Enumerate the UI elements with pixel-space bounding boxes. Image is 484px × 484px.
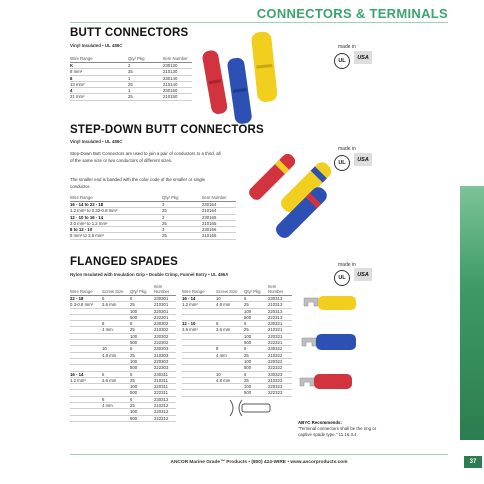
table-cell: 220311 [154,384,176,390]
table-cell: 8 mm² [70,69,128,75]
table-cell: 22 - 18 [70,296,102,302]
table-cell: 12 - 10 to 16 - 14 [70,214,162,220]
table-cell: 100 [244,358,268,364]
usa-icon: USA [354,51,372,64]
table-cell: 210313 [268,302,292,308]
table-cell: 1 [128,88,163,94]
table-cell: 6 [244,371,268,377]
table-cell: 230303 [154,346,176,352]
table-cell: 500 [244,365,268,371]
col-qty: Qty/ Pkg [162,195,179,200]
yellow-flanged-spade [318,296,356,310]
table-cell: 220323 [268,384,292,390]
table-cell: 220301 [154,308,176,314]
table-cell: 4.8 mm [216,302,244,308]
table-cell: 3.5 mm² [182,327,216,333]
stepdown-note: The smaller end is banded with the color code of the smaller or single conductor. [70,177,205,189]
table-cell [182,390,216,396]
table-cell: 500 [130,415,154,421]
table-cell: 2 [128,63,163,69]
col-wire-range: Wire Range [182,289,205,294]
table-cell: 8 [216,346,244,352]
table-cell: 100 [130,384,154,390]
table-cell: 1.2 mm² [70,377,102,383]
col-qty: Qty/ Pkg [128,56,145,61]
abyc-text: "Terminal connectors shall be the ring or captive spade type." 11.16.3.4. [298,426,377,437]
table-cell: 500 [244,314,268,320]
table-cell: 8 [102,321,130,327]
table-cell: 210165 [202,220,236,226]
table-cell: 230301 [154,296,176,302]
table-cell: 8 [102,396,130,402]
blue-flanged-spade [316,334,356,350]
table-cell: 8 mm² to 3.5 mm² [70,233,162,239]
flanged-spades-table-left [70,284,176,422]
decorative-sidebar [460,186,484,440]
col-wire-range: Wire Range [70,289,93,294]
table-cell: 6 [130,371,154,377]
stepdown-description: Step-Down Butt Connectors are used to join a pair of conductors to a third, all of the same size or two conductors of different sizes. [70,151,221,163]
stepdown-illustration [240,144,350,239]
table-cell: 230166 [202,227,236,233]
table-cell: 100 [244,384,268,390]
ul-listed-icon: UL [334,155,350,171]
table-cell: 25 [128,94,163,100]
made-in-label: made in [338,262,356,268]
usa-icon: USA [354,153,372,166]
table-cell: 230165 [202,214,236,220]
red-flanged-spade [314,374,352,389]
table-cell: 6 [130,296,154,302]
table-cell: 4.8 mm [102,352,130,358]
table-row [70,94,192,100]
table-cell: 3.6 mm [216,327,244,333]
header-rule [70,22,448,23]
table-cell: 10 [216,371,244,377]
table-cell: 230140 [163,75,192,81]
table-cell: 210303 [154,352,176,358]
table-cell: 25 [244,327,268,333]
table-cell: 210321 [268,327,292,333]
table-cell: 230150 [163,88,192,94]
abyc-note [298,420,382,438]
stepdown-title: STEP-DOWN BUTT CONNECTORS [70,124,264,136]
flanged-spade-diagram [228,396,274,418]
col-item-number: Item Number [202,195,227,200]
table-cell: 3.0 mm² to 1.2 mm² [70,220,162,226]
abyc-title: ABYC Recommends: [298,420,342,425]
table-cell: 10 [216,296,244,302]
stepdown-subtitle: Vinyl Insulated • UL 486C [70,139,123,144]
table-cell: 6 [130,321,154,327]
table-cell: 25 [130,377,154,383]
table-cell: 220312 [154,409,176,415]
table-cell: 210302 [154,327,176,333]
table-cell: 8 to 12 - 10 [70,227,162,233]
footer-rule [70,454,448,455]
table-cell: 16 - 14 [182,296,216,302]
table-cell: 25 [130,403,154,409]
table-cell: 210323 [268,377,292,383]
table-cell: 25 [244,377,268,383]
table-cell [102,415,130,421]
table-cell: 3 [162,202,202,208]
table-cell: 230130 [163,63,192,69]
flanged-spades-title: FLANGED SPADES [70,256,179,268]
col-wire-range: Wire Range [70,56,93,61]
table-cell: 16 - 14 to 22 - 18 [70,202,162,208]
table-cell: K [70,63,128,69]
table-cell: 0.3-0.8 mm² [70,302,102,308]
table-cell: 4 mm [216,352,244,358]
table-cell: 220313 [268,308,292,314]
table-cell: 220302 [154,333,176,339]
table-cell: 222311 [154,390,176,396]
made-in-label: made in [338,146,356,152]
table-cell: 222302 [154,340,176,346]
col-wire-range: Wire Range [70,195,93,200]
table-cell: 210301 [154,302,176,308]
table-cell: 230312 [154,396,176,402]
table-cell: 25 [128,69,163,75]
flanged-spades-table-right [182,284,292,397]
col-qty: Qty/ Pkg [130,289,147,294]
table-cell: 230311 [154,371,176,377]
table-cell: 25 [130,327,154,333]
table-cell: 210166 [202,233,236,239]
table-cell: 100 [130,308,154,314]
table-cell: 1.2 mm² to 0.32-0.8 mm² [70,208,162,214]
table-cell: 230302 [154,321,176,327]
table-cell: 25 [130,302,154,308]
table-cell: 25 [162,233,202,239]
table-row [70,233,236,239]
col-item-number: Item Number [268,284,284,294]
table-cell: 6 [70,75,128,81]
ul-listed-icon: UL [334,270,350,286]
flanged-spades-subtitle: Nylon Insulated with Insulation Grip • Double Crimp, Funnel Entry • UL 486A [70,272,229,277]
table-cell: 500 [130,340,154,346]
table-cell: 100 [130,333,154,339]
made-in-label: made in [338,44,356,50]
table-cell: 6 [102,296,130,302]
table-cell: 210312 [154,403,176,409]
butt-connectors-illustration [198,28,288,128]
table-cell: 3.6 mm [102,377,130,383]
butt-connectors-title: BUTT CONNECTORS [70,27,189,39]
page-header-title: CONNECTORS & TERMINALS [256,6,448,21]
table-cell: 4.8 mm [216,377,244,383]
table-cell: 1 [128,75,163,81]
col-item-number: Item Number [163,56,188,61]
table-cell: 100 [244,308,268,314]
table-cell: 3 [162,214,202,220]
table-cell: 210311 [154,377,176,383]
table-cell: 6 [244,346,268,352]
table-cell: 100 [130,409,154,415]
table-cell: 500 [130,314,154,320]
table-cell: 25 [130,352,154,358]
table-cell: 1.2 mm² [182,302,216,308]
table-cell: 230164 [202,202,236,208]
table-cell: 25 [162,220,202,226]
table-cell: 230322 [268,346,292,352]
table-cell: 222322 [268,365,292,371]
table-cell: 4 [70,88,128,94]
stepdown-table [70,195,236,240]
table-cell: 220321 [268,333,292,339]
table-cell: 25 [162,208,202,214]
table-cell: 230323 [268,371,292,377]
table-cell: 220322 [268,358,292,364]
table-cell: 210164 [202,208,236,214]
col-screw-size: Screw Size [102,289,124,294]
table-cell: 222313 [268,314,292,320]
table-cell: 210322 [268,352,292,358]
page-number: 37 [464,456,482,468]
table-cell: 4 mm [102,327,130,333]
table-cell: 210140 [163,81,192,87]
table-cell: 6 [244,321,268,327]
table-cell [70,415,102,421]
ul-listed-icon: UL [334,53,350,69]
col-qty: Qty/ Pkg [244,289,261,294]
table-cell: 222303 [154,365,176,371]
table-cell: 6 [130,346,154,352]
col-item-number: Item Number [154,284,170,294]
butt-connectors-subtitle: Vinyl Insulated • UL 486C [70,43,123,48]
table-cell: 222321 [268,340,292,346]
table-cell: 25 [128,81,163,87]
table-cell: 3.6 mm [102,302,130,308]
table-cell: 13 mm² [70,81,128,87]
table-cell: 10 [102,346,130,352]
butt-connectors-table [70,56,192,101]
table-cell: 100 [244,333,268,339]
table-cell: 500 [244,390,268,396]
table-cell: 230321 [268,321,292,327]
table-cell: 6 [130,396,154,402]
table-cell: 222323 [268,390,292,396]
table-cell: 6 [216,321,244,327]
table-cell: 222312 [154,415,176,421]
col-screw-size: Screw Size [216,289,238,294]
table-cell: 21 mm² [70,94,128,100]
table-cell: 16 - 14 [70,371,102,377]
table-cell: 6 [244,296,268,302]
table-cell: 230313 [268,296,292,302]
table-cell: 25 [244,352,268,358]
usa-icon: USA [354,268,372,281]
table-cell: 210130 [163,69,192,75]
table-cell: 500 [130,390,154,396]
table-cell: 4 mm [102,403,130,409]
table-cell: 220303 [154,358,176,364]
table-cell: 210150 [163,94,192,100]
table-cell: 500 [244,340,268,346]
table-cell: 6 [102,371,130,377]
table-cell: 3 [162,227,202,233]
table-cell: 25 [244,302,268,308]
footer-text: ANCOR Marine Grade™ Products • (800) 424-WIRE • www.ancorproducts.com [170,460,348,465]
table-cell: 500 [130,365,154,371]
table-cell: 222301 [154,314,176,320]
flanged-spades-illustration [296,286,406,406]
table-row [70,415,176,421]
table-cell: 12 - 10 [182,321,216,327]
table-cell: 100 [130,358,154,364]
